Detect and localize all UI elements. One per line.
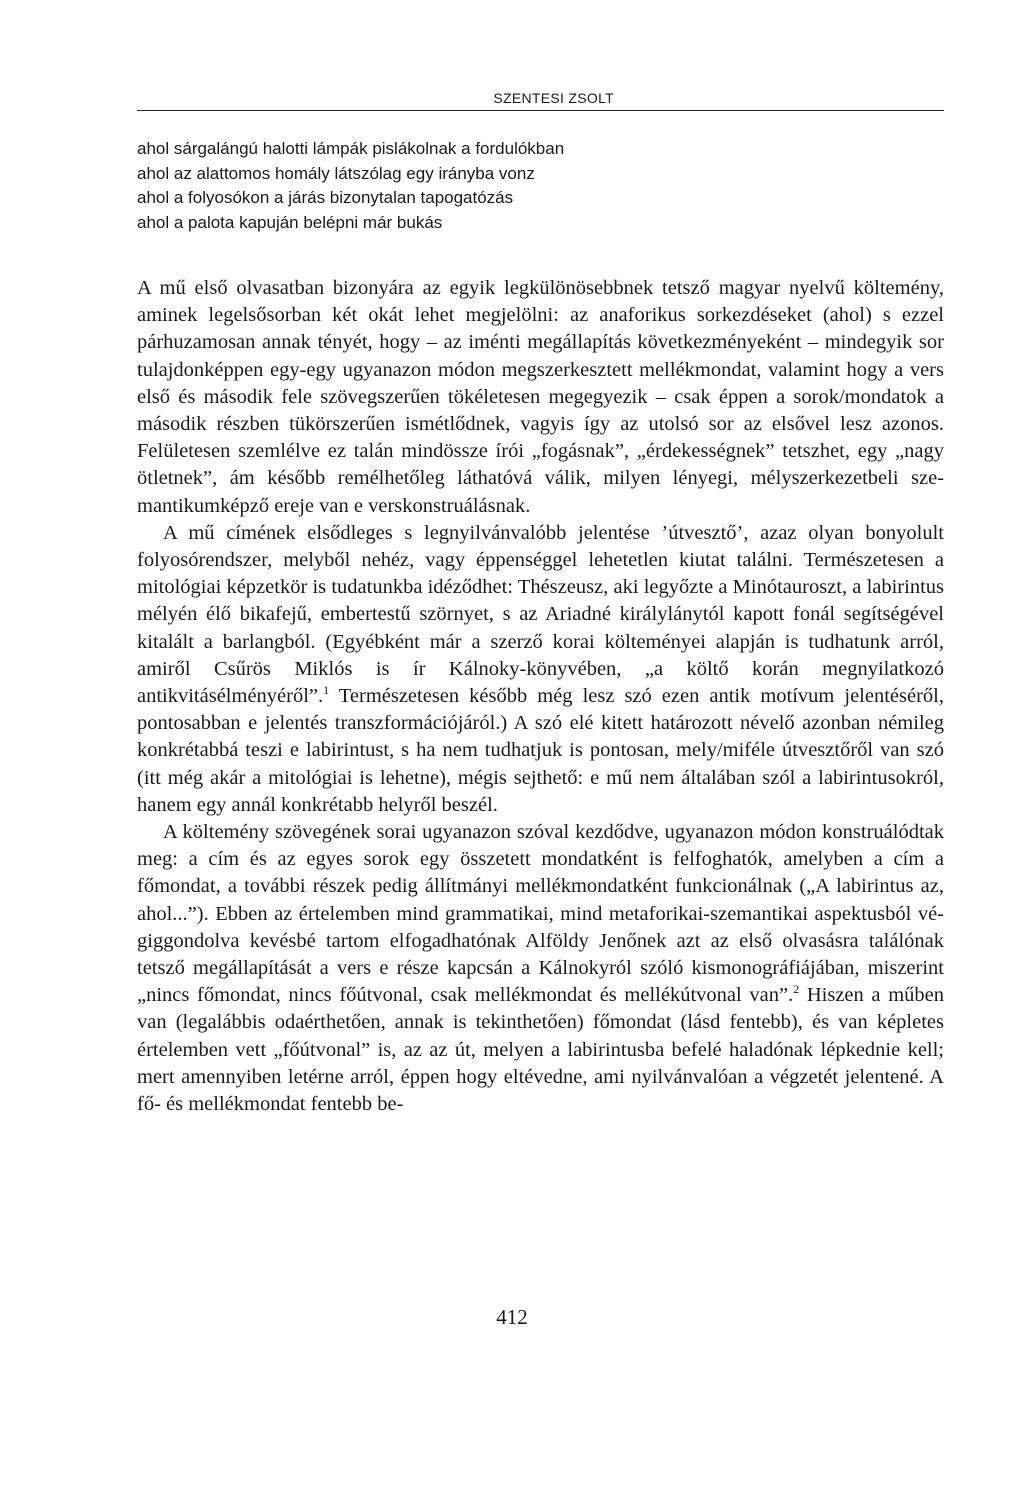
body-text [137,275,944,1118]
paragraph-3-text: A költemény szövegének sorai ugyanazon szóval kezdődve, ugyanazon módon konstruálódtak meg: a cím és az egyes sorok egy összetett mondatként is felfoghatók, amelyben a cím a főmondat, a további részek pedig állítmányi mellékmondatként funkcionálnak („A labirintus az, ahol...”). Ebben az értelemben mind grammatikai, mind metaforikai-szemantikai aspektusból végiggondolva kevésbé tartom elfogadhatónak Alföldy Jenőnek azt az első olvasásra találónak tetsző megállapítását a vers e része kapcsán a Kálnokyról szóló kismonográfiájában, miszerint „nincs főmondat, nincs főútvonal, csak mellékmondat és mellékútvonal van”. [137,821,944,1007]
poem-line: ahol az alattomos homály látszólag egy irányba vonz [137,163,535,183]
footnote-ref-2[interactable]: 2 [793,982,800,997]
paragraph-2-text: A mű címének elsődleges s legnyilvánvalóbb jelentése ’útvesztő’, azaz olyan bonyolult folyosórendszer, melyből nehéz, vagy éppenséggel lehetetlen kiutat találni. Természetesen a mitológiai képzetkör is tudatunkba idéződhet: Thészeusz, aki legyőzte a Minótauroszt, a labirintus mélyén élő bikafejű, embertestű szörnyet, s az Ariadné királylánytól kapott fonál segítségével kitalált a barlangból. (Egyébként már a szerző korai költeményei alapján is tudhatunk arról, amiről Csűrös Miklós is ír Kálnoky-könyvében, „a költő korán megnyilatkozó antikvitásélményéről”. [137,521,944,708]
paragraph-2-text-cont: Természetesen később még lesz szó ezen antik motívum jelentéséről, pontosabban e jelentés transzformációjáról.) A szó elé kitett határozott névelő azonban némileg konkrétabbá teszi e labirintust, s ha nem tudhatjuk is pontosan, mely/miféle útvesztőről van szó (itt még akár a mitológiai is lehetne), mégis sejthető: e mű nem általában szól a labirintusokról, hanem egy annál konkrétabb helyről beszél. [137,685,944,816]
running-head-author: SZENTESI ZSOLT [493,90,614,106]
poem-line: ahol a folyosókon a járás bizonytalan tapogatózás [137,188,514,207]
running-head [137,90,944,111]
poem-line: ahol a palota kapuján belépni már bukás [137,212,443,232]
paragraph-3 [137,819,944,1118]
paragraph-1-text: A mű első olvasatban bizonyára az egyik legkülönösebbnek tetsző magyar nyelvű költemény, aminek legelsősorban két okát lehet megjelölni: az anaforikus sorkezdéseket (ahol) s ezzel párhuzamosan annak tényét, hogy – az iménti megállapítás következményeként – mindegyik sor tulajdonképpen egy-egy ugyanazon módon megszerkesztett mellékmondat, valamint hogy a vers első és második fele szövegszerűen tökéletesen megegyezik – csak éppen a sorok/mondatok a második részben tükörszerűen ismétlődnek, vagyis így az utolsó sor az elsővel lesz azonos. Felületesen szemlélve ez talán mindössze írói „fogásnak”, „érdekességnek” tetszhet, egy „nagy ötletnek”, ám később remélhetőleg láthatóvá válik, milyen lényegi, mélyszerkezetbeli szemantikumképző ereje van e verskonstruálásnak. [137,277,944,517]
footnote-ref-1[interactable]: 1 [323,683,330,698]
poem-excerpt [137,137,937,235]
paragraph-2 [137,520,944,819]
page-number: 412 [496,1305,528,1329]
poem-line: ahol sárgalángú halotti lámpák pislákolnak a fordulókban [137,139,565,158]
paragraph-1 [137,275,944,520]
paragraph-3-text-cont: Hiszen a műben van (legalábbis odaérthetően, annak is tekinthetően) főmondat (lásd fentebb), és van képletes értelemben vett „főútvonal” is, az az út, melyen a labirintusba befelé haladónak lépkednie kell; mert amennyiben letérne arról, éppen hogy eltévedne, ami nyilvánvalóan a végzetét jelentené. A fő- és mellékmondat fentebb be- [137,984,944,1116]
